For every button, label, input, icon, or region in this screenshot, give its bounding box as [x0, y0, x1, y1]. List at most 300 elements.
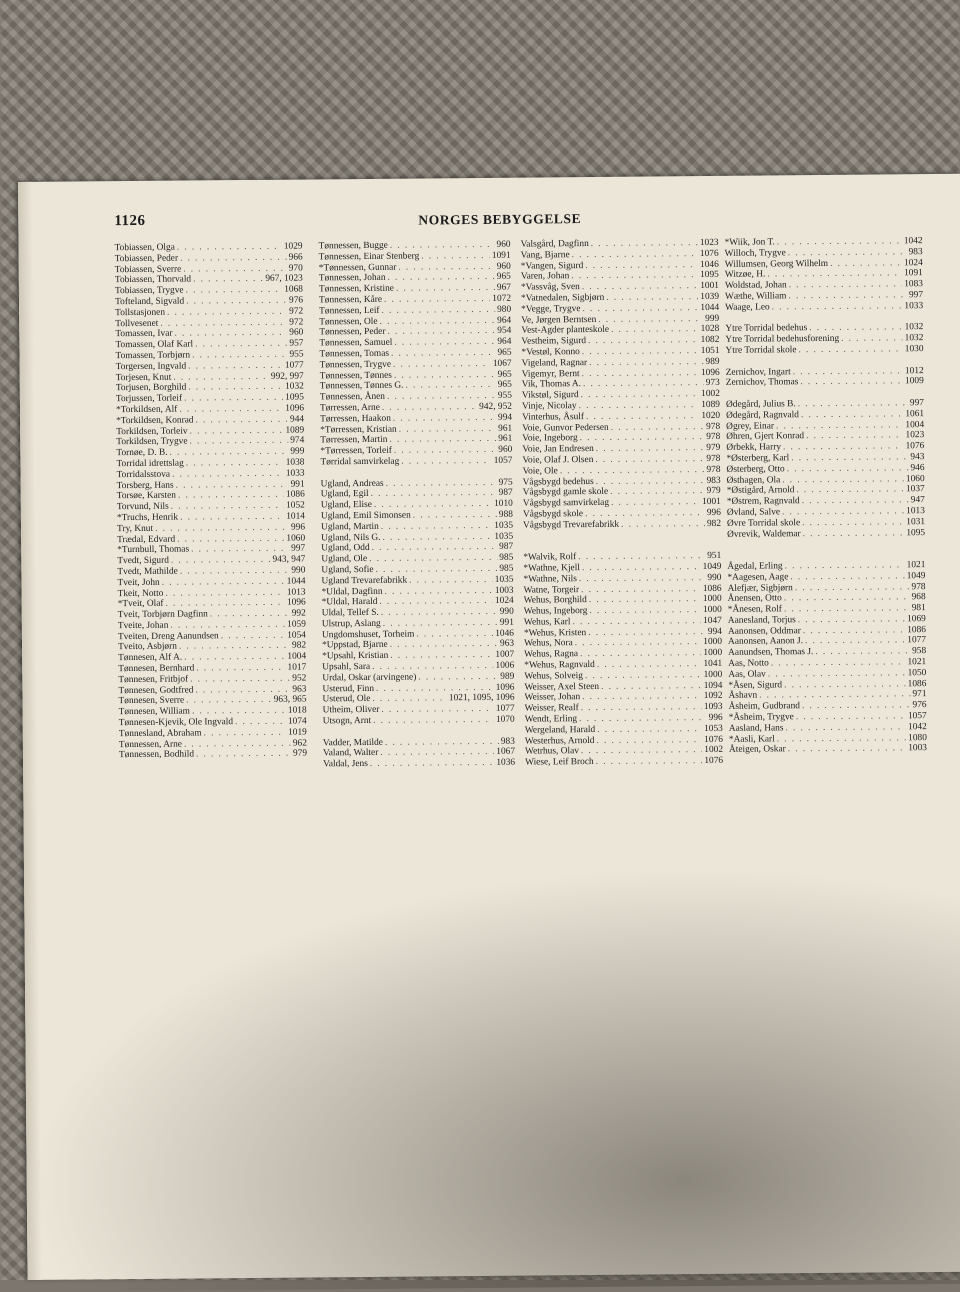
entry-page-ref: 964	[497, 315, 512, 326]
entry-name: Tønnessen, Tønnes G.	[319, 381, 404, 392]
entry-name: Ågedal, Erling	[727, 561, 783, 572]
entry-name: Torridalsstova	[116, 469, 171, 480]
entry-name: Tveito, Asbjørn	[118, 642, 177, 653]
entry-name: Zernichov, Ingart	[725, 366, 791, 378]
index-entry	[727, 528, 925, 541]
entry-page-ref: 979	[292, 748, 308, 760]
leader-dots	[815, 647, 910, 659]
entry-name: Tønnessen, Ånen	[319, 391, 386, 403]
entry-page-ref: 992, 997	[270, 371, 304, 382]
entry-name: *Torkildsen, Alf	[115, 404, 178, 416]
entry-page-ref: 1080	[908, 732, 927, 743]
entry-name: Vang, Bjarne	[520, 249, 570, 261]
entry-page-ref: 961	[498, 434, 513, 445]
entry-name: Tønnessen, Arne	[118, 739, 182, 750]
entry-page-ref: 1077	[284, 360, 304, 371]
entry-name: Tobiassen, Olga	[114, 242, 175, 254]
entry-name: Tønnessen, Peder	[319, 327, 386, 338]
entry-name: Tønnesen, Sverre	[118, 696, 185, 707]
entry-page-ref: 987	[499, 542, 514, 553]
entry-page-ref: 952	[292, 673, 307, 684]
leader-dots	[186, 695, 272, 707]
entry-name: Torgersen, Ingvald	[115, 361, 187, 372]
entry-name: Ødegård, Ragnvald	[726, 409, 800, 421]
entry-page-ref: 1018	[287, 705, 307, 716]
entry-name: Wehus, Karl	[523, 617, 571, 628]
entry-name: Åteigen, Oskar	[728, 744, 786, 756]
entry-name: Torjesen, Knut	[115, 372, 172, 383]
entry-page-ref: 1096	[285, 403, 305, 414]
leader-dots	[173, 371, 269, 383]
entry-name: Tveit, Torbjørn Dagfinn	[117, 609, 208, 621]
entry-page-ref: 983	[706, 475, 721, 486]
entry-name: Tønnessen, Bugge	[318, 240, 388, 252]
entry-page-ref: 970	[288, 263, 303, 274]
entry-page-ref: 1069	[907, 613, 926, 625]
entry-name: Tørressen, Haakon	[320, 413, 391, 425]
entry-page-ref: 1003	[494, 585, 514, 596]
entry-name: *Vangen, Sigurd	[520, 260, 584, 272]
entry-name: Ytre Torridal bedehusforening	[725, 334, 840, 346]
entry-page-ref: 1070	[495, 714, 515, 725]
entry-name: Tveiten, Dreng Aanundsen	[117, 630, 219, 642]
entry-name: Tønnessen, Bodhild	[118, 749, 195, 761]
entry-page-ref: 955	[289, 349, 304, 360]
entry-name: Voie, Ingeborg	[522, 433, 578, 444]
index-column-2	[319, 240, 516, 771]
entry-page-ref: 997	[909, 398, 925, 409]
entry-page-ref: 1002	[704, 745, 724, 756]
entry-page-ref: 994	[497, 412, 513, 423]
entry-page-ref: 1002	[701, 389, 720, 400]
entry-page-ref: 1059	[287, 619, 306, 630]
leader-dots	[196, 663, 285, 675]
entry-name: Urdal, Oskar (arvingene)	[322, 672, 417, 684]
leader-dots	[418, 672, 498, 683]
entry-name: *Østrem, Ragnvald	[726, 496, 800, 507]
entry-page-ref: 972	[289, 306, 304, 317]
entry-page-ref: 1086	[285, 489, 305, 501]
entry-page-ref: 967	[496, 282, 511, 294]
entry-page-ref: 943	[910, 452, 925, 463]
entry-page-ref: 966	[288, 252, 303, 263]
entry-name: Wendt, Erling	[524, 714, 578, 725]
entry-name: *Vestøl, Konno	[521, 347, 580, 358]
entry-name: *Wehus, Ragnvald	[524, 660, 595, 671]
entry-name: Wehus, Nora	[524, 638, 573, 650]
entry-page-ref: 1028	[700, 324, 720, 335]
entry-page-ref: 983	[500, 736, 515, 747]
entry-name: *Tveit, Olaf	[117, 599, 164, 610]
leader-dots	[841, 333, 903, 344]
entry-name: Øvrevik, Waldemar	[727, 528, 801, 540]
entry-name: Tomassen, Ivar	[115, 329, 173, 340]
leader-dots	[195, 684, 290, 696]
entry-page-ref: 971	[912, 689, 927, 700]
index-column-1	[115, 242, 308, 762]
entry-name: Tobiassen, Trygve	[114, 285, 184, 297]
entry-name: Tørressen, Arne	[319, 402, 380, 414]
entry-page-ref: 1095	[906, 527, 926, 538]
leader-dots	[416, 629, 493, 640]
leader-dots	[204, 728, 287, 740]
entry-page-ref: 1089	[285, 425, 305, 436]
leader-dots	[235, 717, 286, 728]
entry-page-ref: 1021	[906, 560, 926, 571]
entry-page-ref: 1049	[702, 561, 722, 572]
entry-name: *Ånesen, Rolf	[727, 604, 782, 615]
entry-name: *Uppstad, Bjarne	[322, 640, 388, 651]
leader-dots	[772, 301, 903, 313]
entry-name: Try, Knut	[116, 523, 154, 534]
entry-page-ref: 1089	[701, 399, 721, 410]
entry-page-ref: 982	[291, 640, 307, 652]
entry-page-ref: 1032	[904, 322, 924, 333]
entry-name: Weisser, Realf	[524, 703, 579, 714]
entry-name: Ugland, Odd	[321, 543, 370, 554]
entry-page-ref: 961	[498, 423, 513, 434]
entry-page-ref: 1023	[905, 430, 925, 441]
entry-page-ref: 1001	[702, 497, 721, 508]
leader-dots	[803, 528, 905, 540]
index-entry	[119, 749, 307, 761]
entry-page-ref: 1072	[492, 293, 512, 304]
entry-page-ref: 1000	[703, 648, 723, 659]
entry-name: Tønnesland, Abraham	[118, 728, 202, 740]
entry-name: *Walvik, Rolf	[523, 552, 577, 563]
entry-name: *Tønnessen, Gunnar	[318, 262, 397, 273]
entry-name: *Tørressen, Torleif	[320, 445, 392, 457]
entry-name: Wergeland, Harald	[524, 724, 596, 736]
entry-page-ref: 983	[908, 246, 923, 258]
leader-dots	[611, 324, 699, 336]
entry-page-ref: 1057	[493, 455, 513, 466]
entry-name: Torkildsen, Trygve	[116, 436, 188, 448]
entry-name: Ugland, Martin	[320, 521, 379, 533]
entry-name: Weisser, Axel Steen	[524, 681, 600, 693]
entry-name: Tornøe, D. B.	[116, 447, 168, 459]
entry-name: Usterud, Finn	[322, 683, 375, 695]
entry-page-ref: 1007	[495, 649, 515, 661]
entry-page-ref: 1037	[905, 484, 925, 495]
entry-name: Valand, Walter	[322, 748, 379, 759]
entry-name: Valsgård, Dagfinn	[520, 239, 589, 250]
entry-name: Vik, Thomas A.	[521, 379, 582, 390]
entry-page-ref: 1091	[904, 268, 923, 279]
entry-page-ref: 1086	[907, 624, 926, 635]
entry-name: Tveite, Johan	[117, 620, 169, 632]
entry-name: Vestheim, Sigurd	[521, 336, 587, 347]
entry-name: Tønnesen, Godtfred	[118, 685, 194, 696]
entry-name: Utheim, Oliver	[322, 705, 380, 716]
leader-dots	[186, 458, 284, 470]
entry-page-ref: 976	[288, 295, 304, 306]
entry-page-ref: 1054	[287, 630, 307, 641]
entry-page-ref: 942, 952	[479, 401, 513, 412]
entry-name: Tønnesen, William	[118, 706, 190, 718]
entry-page-ref: 944	[289, 414, 305, 425]
entry-page-ref: 1094	[703, 680, 723, 691]
entry-name: Tønnessen, Kåre	[319, 294, 383, 306]
entry-name: Uldal, Tellef S.	[321, 607, 379, 619]
entry-name: Tønnessen, Trygve	[319, 359, 392, 371]
hand-shadow	[24, 864, 960, 1292]
leader-dots	[396, 283, 495, 295]
entry-page-ref: 965	[497, 347, 512, 358]
entry-page-ref: 957	[289, 338, 304, 349]
entry-page-ref: 1013	[906, 506, 925, 517]
entry-page-ref: 960	[289, 327, 304, 339]
entry-page-ref: 996	[290, 522, 306, 533]
entry-page-ref: 1053	[704, 723, 723, 734]
leader-dots	[184, 393, 283, 405]
entry-name: Tobiassen, Peder	[114, 253, 179, 264]
leader-dots	[798, 344, 902, 356]
entry-name: Tønnesen, Alf A.	[118, 652, 183, 664]
entry-page-ref: 1032	[904, 333, 924, 344]
leader-dots	[171, 555, 271, 567]
entry-page-ref: 990	[707, 572, 722, 583]
entry-page-ref: 1019	[288, 727, 307, 738]
entry-page-ref: 1006	[495, 660, 515, 671]
entry-name: Wiese, Leif Broch	[525, 757, 594, 768]
entry-page-ref: 1041	[703, 658, 723, 670]
entry-page-ref: 1083	[904, 279, 923, 290]
entry-name: Vigeland, Ragnar	[521, 357, 588, 369]
entry-page-ref: 1060	[905, 473, 925, 484]
entry-page-ref: 996	[708, 712, 723, 724]
entry-page-ref: 1024	[903, 257, 923, 268]
entry-page-ref: 989	[705, 356, 720, 367]
entry-page-ref: 960	[496, 261, 511, 272]
entry-name: Tørressen, Martin	[320, 435, 388, 446]
entry-page-ref: 943, 947	[272, 554, 306, 565]
entry-page-ref: 1061	[905, 408, 925, 420]
entry-name: Torsøe, Karsten	[116, 490, 177, 502]
entry-page-ref: 991	[499, 617, 514, 628]
entry-name: Tobiassen, Sverre	[114, 264, 182, 275]
entry-name: Weisser, Johan	[524, 692, 581, 704]
entry-page-ref: 1082	[700, 335, 720, 346]
entry-page-ref: 1029	[283, 241, 303, 252]
entry-page-ref: 1010	[494, 498, 513, 509]
entry-name: Aanonsen, Oddmar	[727, 625, 801, 637]
entry-name: Øvland, Salve	[726, 507, 781, 518]
entry-name: *Østigård, Arnold	[726, 485, 795, 497]
entry-page-ref: 989	[500, 671, 515, 682]
entry-name: Østerberg, Otto	[726, 464, 785, 475]
entry-page-ref: 1076	[699, 248, 719, 259]
entry-page-ref: 1044	[286, 576, 306, 587]
leader-dots	[188, 382, 283, 394]
entry-page-ref: 1036	[496, 757, 516, 769]
entry-page-ref: 974	[290, 435, 305, 446]
entry-page-ref: 964	[497, 336, 512, 347]
entry-name: Tønnesen, Bernhard	[118, 663, 195, 675]
leader-dots	[221, 630, 286, 641]
entry-name: Tørridal samvirkelag	[320, 456, 400, 468]
entry-page-ref: 978	[911, 581, 926, 592]
entry-page-ref: 994	[707, 626, 722, 637]
entry-page-ref: 954	[497, 326, 512, 337]
entry-name: Ugland, Nils G.	[321, 532, 381, 543]
leader-dots	[606, 292, 698, 304]
entry-page-ref: 1032	[285, 381, 304, 393]
index-entry	[525, 756, 723, 769]
entry-page-ref: 988	[498, 509, 513, 520]
entry-name: Wetrhus, Olav	[524, 746, 579, 758]
entry-page-ref: 1021	[907, 657, 927, 668]
entry-name: Vest-Agder planteskole	[521, 325, 610, 336]
entry-name: *Truchs, Henrik	[116, 512, 179, 524]
entry-page-ref: 978	[706, 464, 721, 475]
entry-name: Ørbekk, Harry	[726, 442, 782, 453]
entry-name: Woldstad, Johan	[724, 280, 787, 292]
entry-page-ref: 1000	[702, 604, 722, 616]
entry-page-ref: 1076	[704, 756, 724, 767]
entry-name: Ånensen, Otto	[727, 593, 782, 605]
entry-page-ref: 1093	[703, 702, 723, 713]
leader-dots	[809, 323, 902, 335]
entry-page-ref: 1091	[491, 250, 511, 261]
entry-name: *Åsen, Sigurd	[728, 680, 783, 691]
entry-name: Tønnesen-Kjevik, Ole Ingvald	[118, 717, 234, 729]
entry-name: Ugland, Emil Simonsen	[320, 510, 411, 522]
entry-name: Vinje, Nicolay	[521, 401, 577, 412]
index-entry	[320, 456, 512, 468]
entry-name: Tønnessen, Samuel	[319, 337, 393, 349]
entry-page-ref: 1012	[904, 365, 924, 376]
leader-dots	[382, 402, 477, 414]
entry-name: Tomassen, Torbjørn	[115, 350, 191, 362]
entry-page-ref: 985	[499, 552, 514, 563]
entry-page-ref: 996	[706, 507, 721, 518]
entry-name: Øgrey, Einar	[726, 420, 775, 432]
entry-name: Westerhus, Arnold	[524, 735, 595, 747]
entry-page-ref: 1067	[492, 358, 512, 369]
entry-page-ref: 1031	[906, 516, 926, 527]
index-column-3	[521, 238, 724, 769]
entry-page-ref: 981	[911, 603, 926, 614]
entry-page-ref: 973	[705, 378, 720, 389]
entry-name: Tofteland, Sigvald	[115, 296, 185, 308]
entry-name: *Østerberg, Karl	[726, 453, 790, 464]
entry-name: *Aagesen, Aage	[727, 571, 789, 583]
entry-page-ref: 1035	[494, 574, 514, 585]
leader-dots	[806, 431, 903, 443]
entry-name: Voie, Gunvor Pedersen	[522, 422, 609, 434]
entry-name: Tvedt, Mathilde	[117, 566, 178, 578]
entry-page-ref: 1030	[904, 344, 924, 355]
entry-name: Vigemyr, Bernt	[521, 368, 580, 380]
entry-name: Torjusen, Borghild	[115, 382, 187, 394]
entry-name: Tvedt, Sigurd	[117, 555, 169, 567]
entry-page-ref: 946	[910, 462, 925, 473]
entry-page-ref: 947	[910, 495, 925, 506]
entry-name: Tønnesen, Fritbjof	[118, 674, 189, 686]
entry-page-ref: 1009	[904, 376, 924, 387]
entry-name: *Vassvåg, Sven	[520, 282, 580, 293]
entry-name: *Upsahl, Kristian	[322, 651, 389, 662]
leader-dots	[193, 274, 263, 285]
entry-name: Ugland, Ole	[321, 554, 368, 565]
entry-page-ref: 985	[499, 563, 514, 574]
leader-dots	[393, 359, 491, 371]
entry-name: Ytre Torridal skole	[725, 345, 797, 356]
entry-name: Aanesland, Torjus	[727, 615, 796, 626]
leader-dots	[190, 425, 284, 437]
entry-page-ref: 1000	[703, 669, 723, 680]
entry-page-ref: 1096	[286, 597, 306, 608]
entry-page-ref: 1047	[703, 615, 722, 626]
leader-dots	[192, 350, 287, 362]
entry-name: Vågsbygd Trevarefabrikk	[522, 519, 620, 531]
entry-name: Vågsbygd gamle skole	[522, 487, 609, 498]
entry-page-ref: 1038	[285, 457, 305, 468]
entry-page-ref: 1050	[907, 667, 927, 679]
entry-name: Trædal, Edvard	[117, 534, 176, 545]
entry-page-ref: 976	[912, 700, 927, 711]
entry-name: *Tørressen, Kristian	[320, 424, 397, 435]
leader-dots	[370, 758, 495, 770]
entry-page-ref: 990	[499, 606, 514, 617]
leader-dots	[788, 744, 907, 756]
entry-page-ref: 1001	[700, 281, 719, 292]
entry-page-ref: 997	[291, 543, 306, 554]
entry-page-ref: 967, 1023	[265, 273, 303, 285]
entry-page-ref: 1017	[287, 662, 307, 673]
entry-name: *Wiik, Jon T.	[724, 237, 775, 248]
entry-page-ref: 1077	[495, 703, 515, 715]
leader-dots	[601, 681, 702, 693]
entry-page-ref: 1068	[284, 284, 303, 295]
entry-name: Torjussen, Torleif	[115, 393, 183, 405]
leader-dots	[800, 377, 903, 389]
entry-page-ref: 1021, 1095, 1096	[448, 693, 515, 704]
entry-name: Vikstøl, Sigurd	[521, 390, 579, 401]
entry-name: Østhagen, Ola	[726, 474, 781, 486]
page-number: 1126	[114, 212, 146, 230]
entry-name: *Uldal, Dagfinn	[321, 586, 383, 597]
entry-page-ref: 982	[706, 518, 722, 529]
entry-name: Ungdomshuset, Torheim	[321, 629, 415, 641]
entry-page-ref: 1023	[699, 237, 719, 249]
entry-page-ref: 1044	[700, 302, 720, 313]
entry-page-ref: 1039	[700, 291, 720, 303]
entry-page-ref: 1060	[286, 533, 306, 544]
entry-name: Ugland, Andreas	[320, 478, 384, 489]
leader-dots	[398, 261, 494, 273]
entry-name: Vågsbygd bedehus	[522, 476, 594, 488]
entry-page-ref: 1077	[907, 635, 927, 646]
entry-name: Ytre Torridal bedehus	[725, 323, 808, 335]
entry-name: Tønnessen, Tomas	[319, 348, 390, 360]
entry-page-ref: 1042	[903, 236, 923, 247]
entry-page-ref: 1000	[703, 637, 723, 648]
entry-page-ref: 1035	[494, 520, 514, 531]
entry-page-ref: 1024	[494, 595, 514, 607]
entry-name: *Wathne, Kjell	[523, 563, 580, 574]
entry-name: Willoch, Trygve	[724, 248, 786, 259]
leader-dots	[195, 339, 287, 351]
entry-page-ref: 1035	[494, 531, 514, 542]
leader-dots	[610, 486, 705, 498]
index-column-4	[725, 236, 928, 756]
entry-page-ref: 965	[496, 272, 511, 283]
leader-dots	[399, 423, 496, 435]
leader-dots	[621, 519, 705, 531]
entry-name: Aanundsen, Thomas J.	[728, 647, 814, 659]
